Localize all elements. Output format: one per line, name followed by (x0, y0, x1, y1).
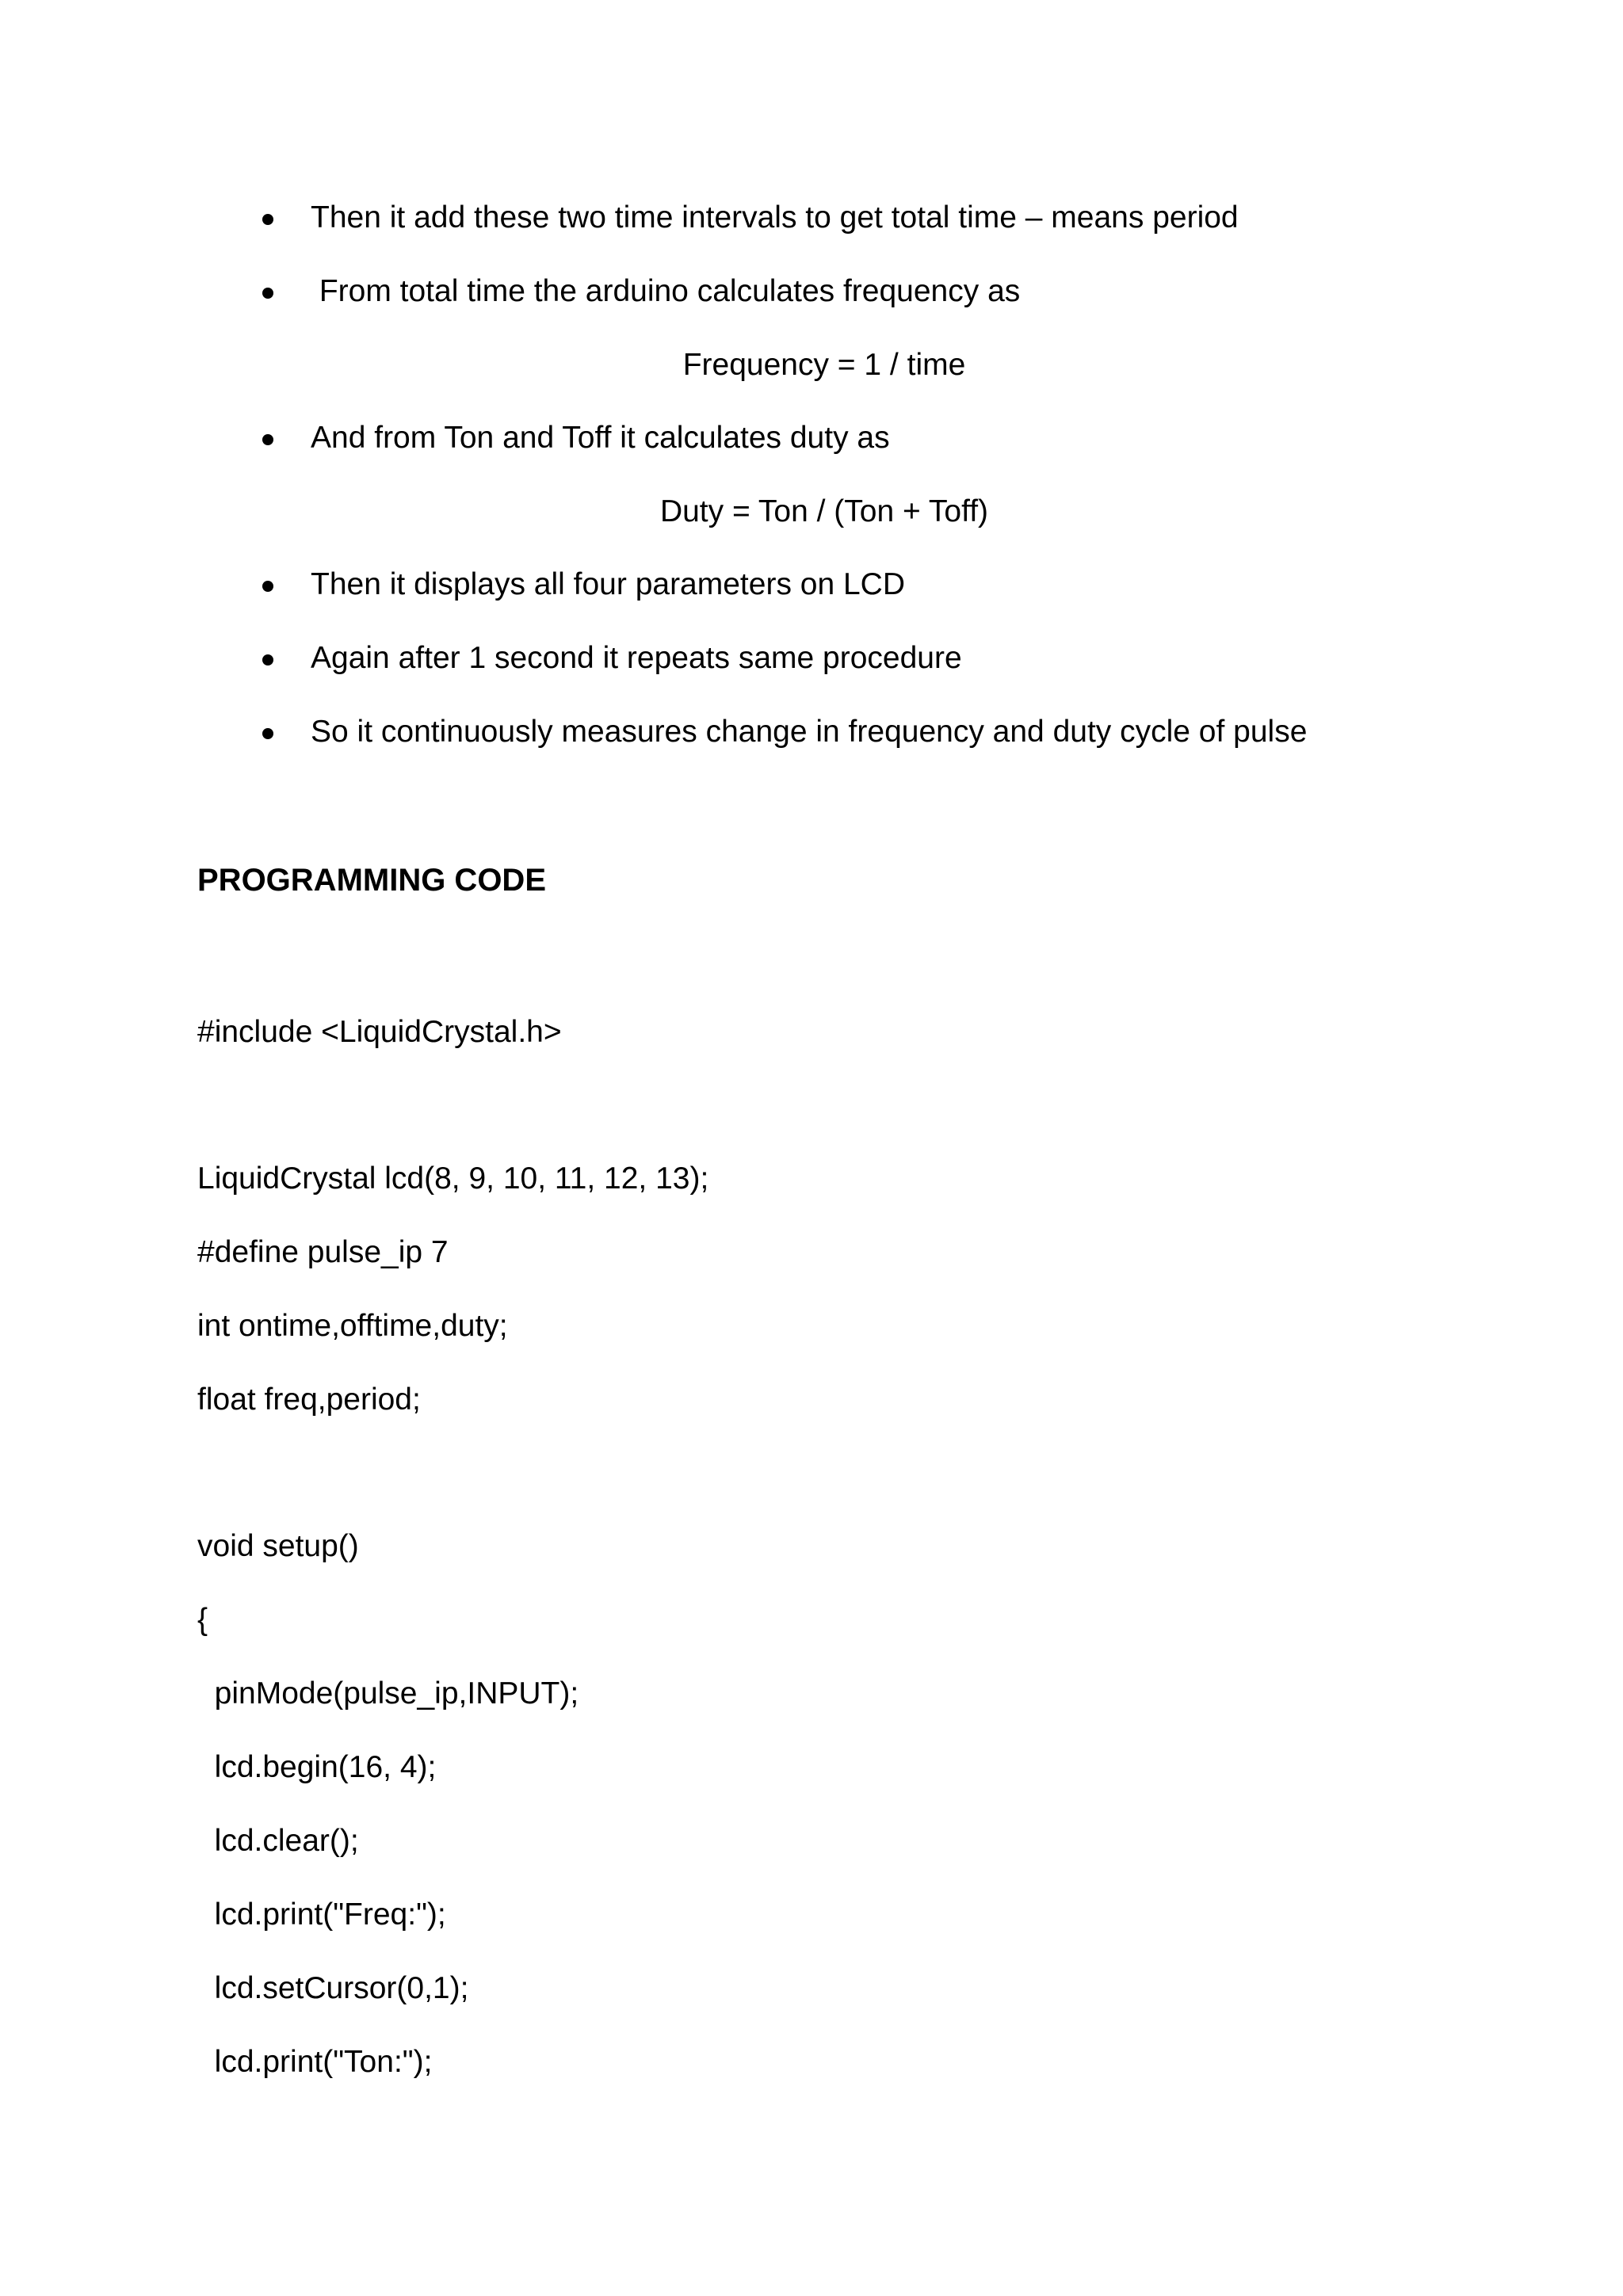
bullet-marker (262, 654, 273, 666)
bullet-marker (262, 581, 273, 592)
code-line-open-brace: { (197, 1603, 208, 1637)
section-heading: PROGRAMMING CODE (197, 863, 546, 898)
code-line-set-cursor: lcd.setCursor(0,1); (197, 1971, 469, 2005)
code-line-setup-sig: void setup() (197, 1529, 359, 1563)
bullet-text-frequency: From total time the arduino calculates frequency as (311, 274, 1021, 308)
bullet-marker (262, 214, 273, 225)
code-line-lcd-begin: lcd.begin(16, 4); (197, 1750, 437, 1784)
bullet-text-continuous: So it continuously measures change in frequency and duty cycle of pulse (311, 715, 1308, 749)
formula-duty: Duty = Ton / (Ton + Toff) (659, 494, 989, 528)
bullet-marker (262, 434, 273, 445)
code-line-pinmode: pinMode(pulse_ip,INPUT); (197, 1676, 579, 1711)
code-line-lcd-decl: LiquidCrystal lcd(8, 9, 10, 11, 12, 13); (197, 1161, 709, 1196)
code-line-float-decl: float freq,period; (197, 1383, 421, 1417)
code-line-define: #define pulse_ip 7 (197, 1235, 449, 1269)
formula-frequency: Frequency = 1 / time (682, 348, 966, 382)
code-line-int-decl: int ontime,offtime,duty; (197, 1309, 508, 1343)
code-line-include: #include <LiquidCrystal.h> (197, 1015, 562, 1049)
bullet-text-display: Then it displays all four parameters on LCD (311, 567, 906, 601)
bullet-marker (262, 288, 273, 299)
code-line-lcd-clear: lcd.clear(); (197, 1824, 359, 1858)
bullet-text-duty: And from Ton and Toff it calculates duty as (311, 421, 890, 455)
code-line-print-ton: lcd.print("Ton:"); (197, 2045, 433, 2079)
code-line-print-freq: lcd.print("Freq:"); (197, 1897, 446, 1932)
bullet-text-repeat: Again after 1 second it repeats same procedure (311, 641, 962, 675)
bullet-marker (262, 728, 273, 739)
bullet-text-period: Then it add these two time intervals to get total time – means period (311, 200, 1239, 235)
